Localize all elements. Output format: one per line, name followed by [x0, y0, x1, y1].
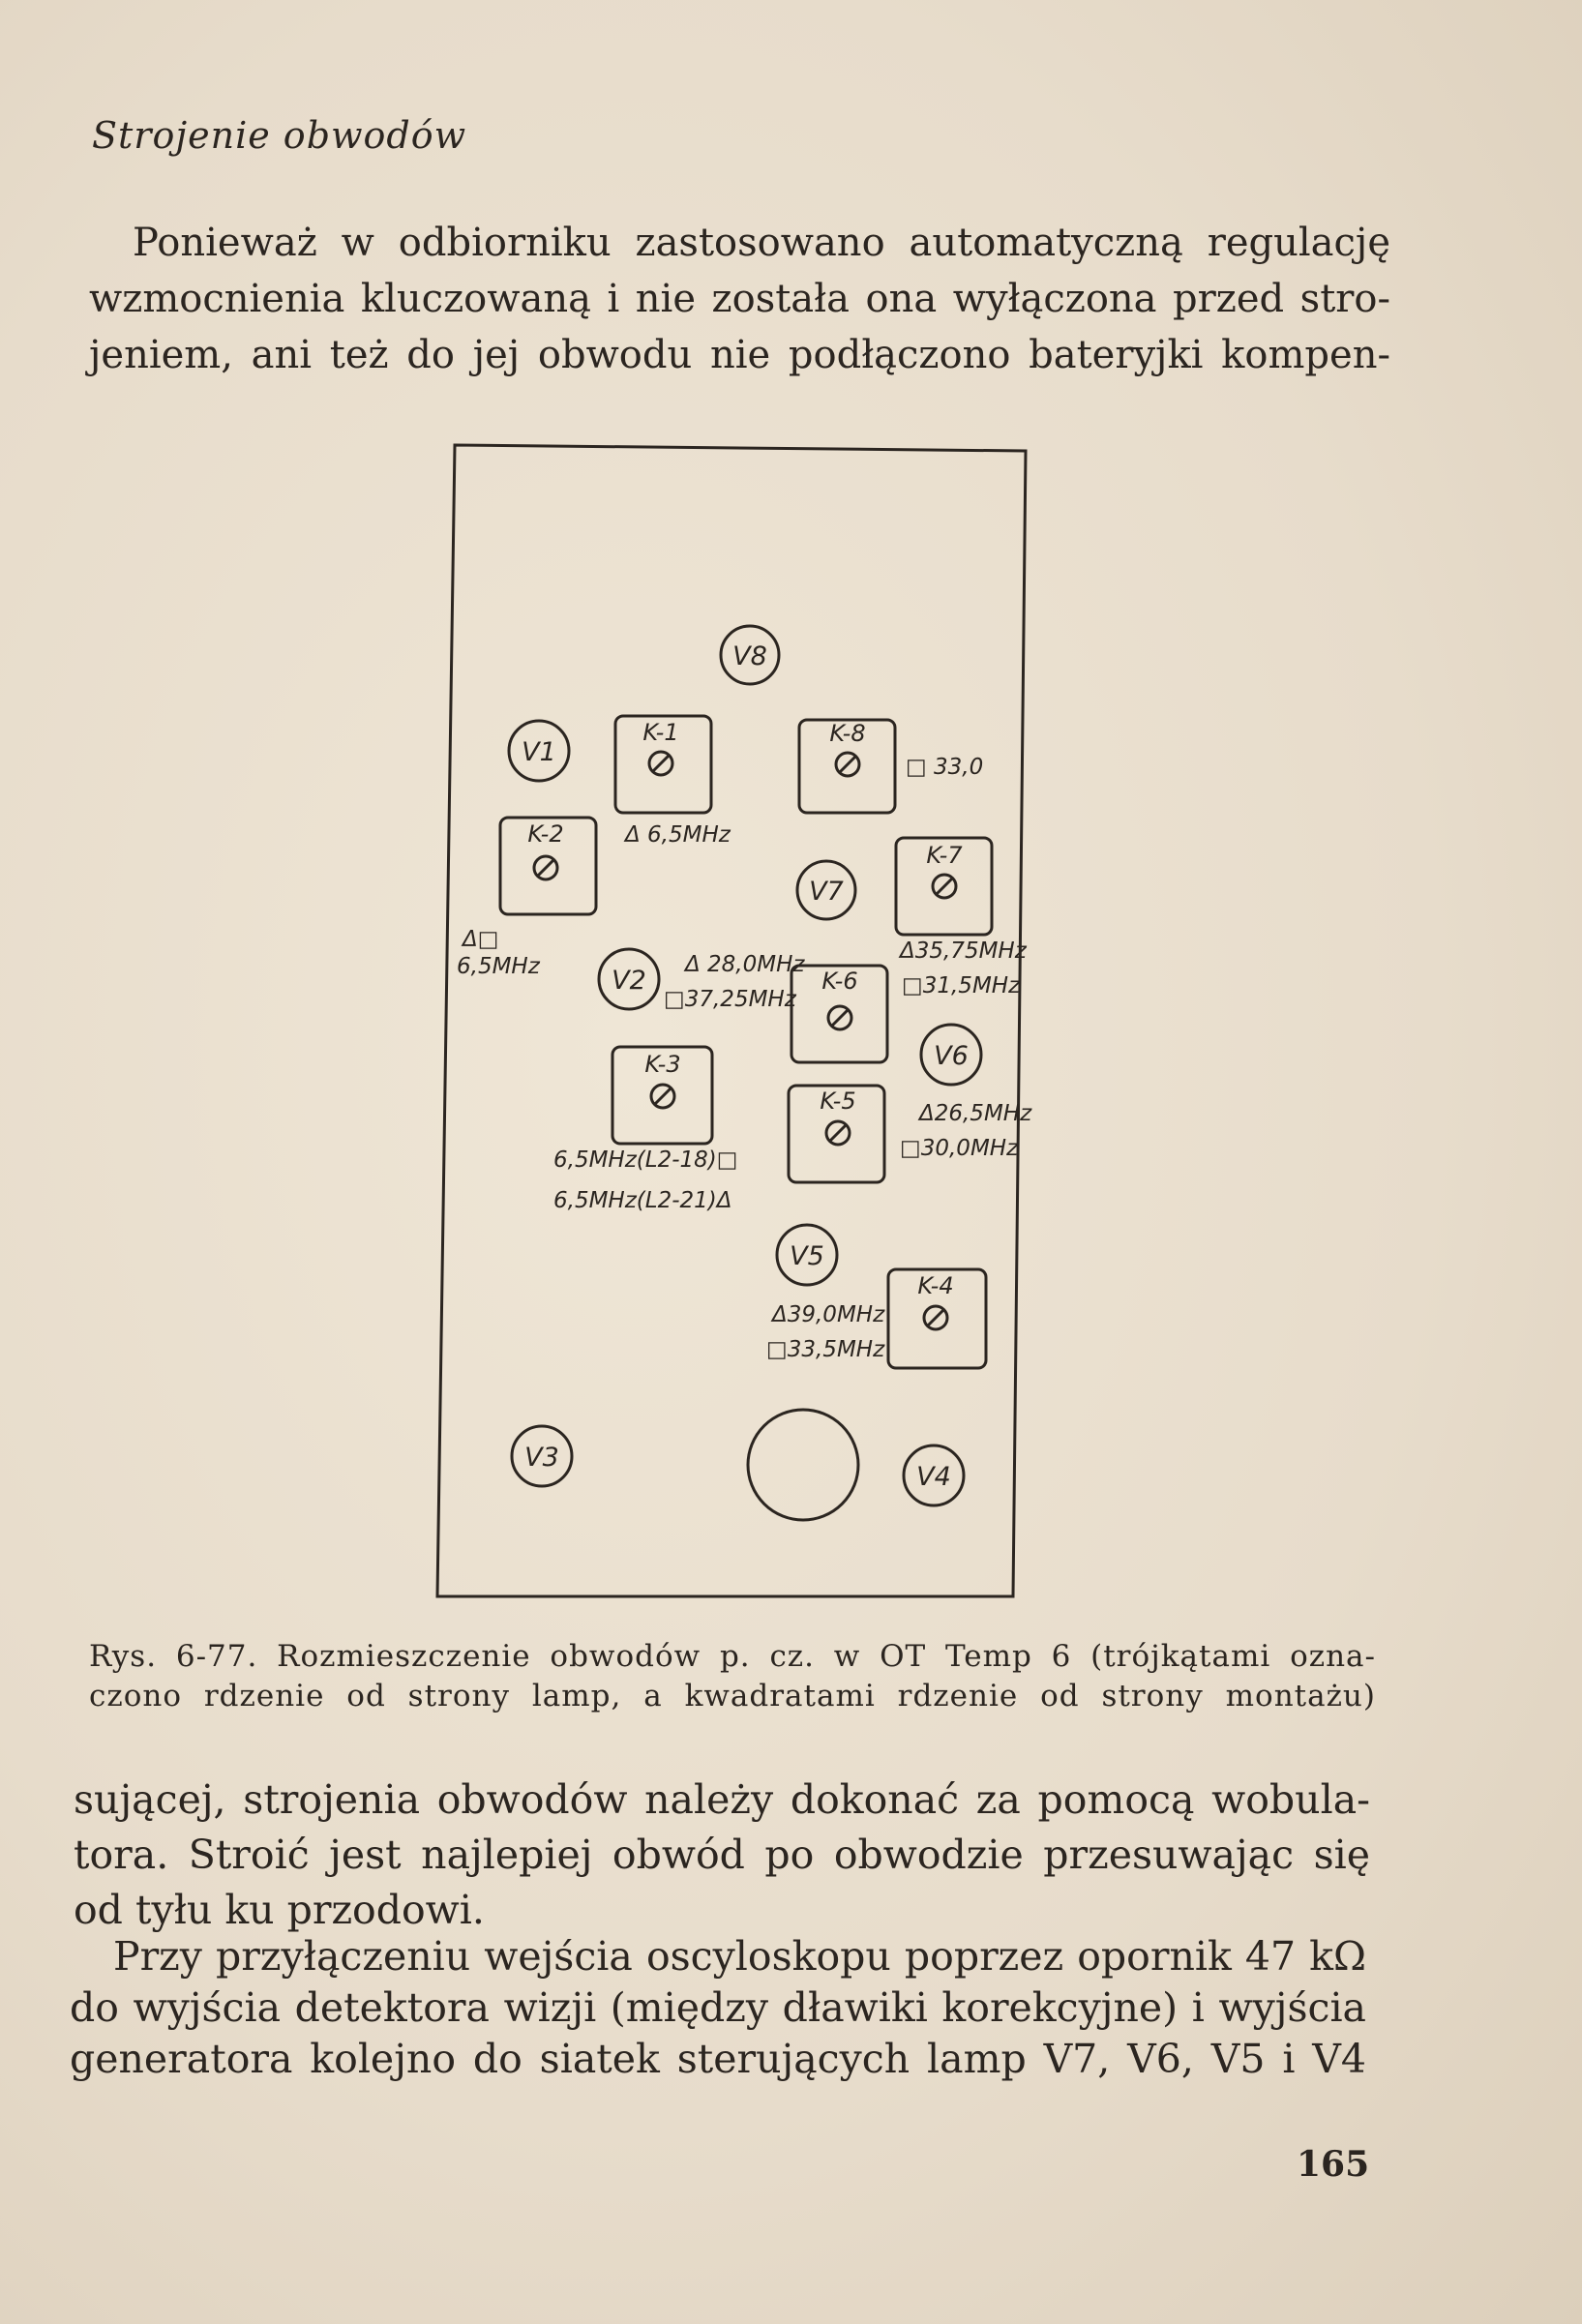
caption-line: Rys. 6-77. Rozmieszczenie obwodów p. cz. w OT Temp 6 (trójkątami ozna-	[89, 1639, 1376, 1674]
tube-label: V3	[524, 1443, 559, 1473]
coil-label: K-2	[527, 820, 564, 848]
coil-label: K-1	[642, 719, 679, 746]
tube-label: V2	[612, 966, 646, 996]
annotation-v5: Δ39,0MHz	[772, 1302, 885, 1327]
figure-caption	[89, 1637, 1376, 1716]
paragraph-2-line: sującej, strojenia obwodów należy dokonać za pomocą wobula-	[74, 1776, 1370, 1823]
paragraph-3	[70, 1931, 1366, 2085]
annotation-k3: 6,5MHz(L2-18)□	[553, 1147, 738, 1173]
annotation-k5: □30,0MHz	[900, 1136, 1019, 1161]
paragraph-1-line: Ponieważ w odbiorniku zastosowano automatyczną regulację	[133, 221, 1390, 265]
coil-label: K-3	[644, 1051, 681, 1078]
paragraph-3-line: generatora kolejno do siatek sterujących lamp V7, V6, V5 i V4	[70, 2036, 1366, 2082]
annotation-k1: Δ 6,5MHz	[625, 822, 731, 848]
paragraph-3-line: do wyjścia detektora wizji (między dławiki korekcyjne) i wyjścia	[70, 1984, 1366, 2031]
paragraph-3-line: Przy przyłączeniu wejścia oscyloskopu poprzez opornik 47 kΩ	[113, 1933, 1366, 1980]
annotation-k7: Δ35,75MHz	[900, 939, 1027, 964]
large-socket	[748, 1410, 858, 1520]
section-header: Strojenie obwodów	[92, 114, 467, 157]
coil-label: K-8	[829, 720, 866, 747]
tube-label: V5	[790, 1241, 824, 1271]
tube-label: V4	[916, 1462, 951, 1492]
paragraph-2-line: tora. Stroić jest najlepiej obwód po obwodzie przesuwając się	[74, 1832, 1370, 1878]
tube-label: V7	[809, 877, 844, 907]
coil-label: K-6	[821, 968, 858, 995]
annotation-k8: □ 33,0	[906, 755, 984, 780]
coil-label: K-5	[820, 1088, 856, 1115]
annotation-k3: 6,5MHz(L2-21)Δ	[553, 1188, 732, 1213]
paragraph-2	[74, 1773, 1370, 1938]
paragraph-1-line: wzmocnienia kluczowaną i nie została ona wyłączona przed stro-	[89, 277, 1390, 321]
coil-label: K-4	[917, 1272, 954, 1299]
annotation-k7: □31,5MHz	[902, 973, 1021, 998]
paragraph-2-line: od tyłu ku przodowi.	[74, 1887, 485, 1933]
annotation-v2: □37,25MHz	[664, 987, 796, 1012]
annotation-v5: □33,5MHz	[766, 1337, 885, 1362]
tube-label: V1	[522, 737, 556, 767]
paragraph-1-line: jeniem, ani też do jej obwodu nie podłączono bateryjki kompen-	[89, 333, 1390, 377]
chassis-outline	[437, 445, 1026, 1596]
annotation-k2: Δ□	[463, 927, 499, 952]
annotation-k2: 6,5MHz	[457, 954, 540, 979]
coil-label: K-7	[926, 842, 963, 869]
tube-label: V8	[732, 641, 767, 671]
tube-label: V6	[934, 1041, 969, 1071]
page-number: 165	[1297, 2144, 1370, 2185]
caption-line: czono rdzenie od strony lamp, a kwadratami rdzenie od strony montażu)	[89, 1679, 1376, 1713]
annotation-v2: Δ 28,0MHz	[685, 952, 805, 977]
annotation-k5: Δ26,5MHz	[919, 1101, 1032, 1126]
